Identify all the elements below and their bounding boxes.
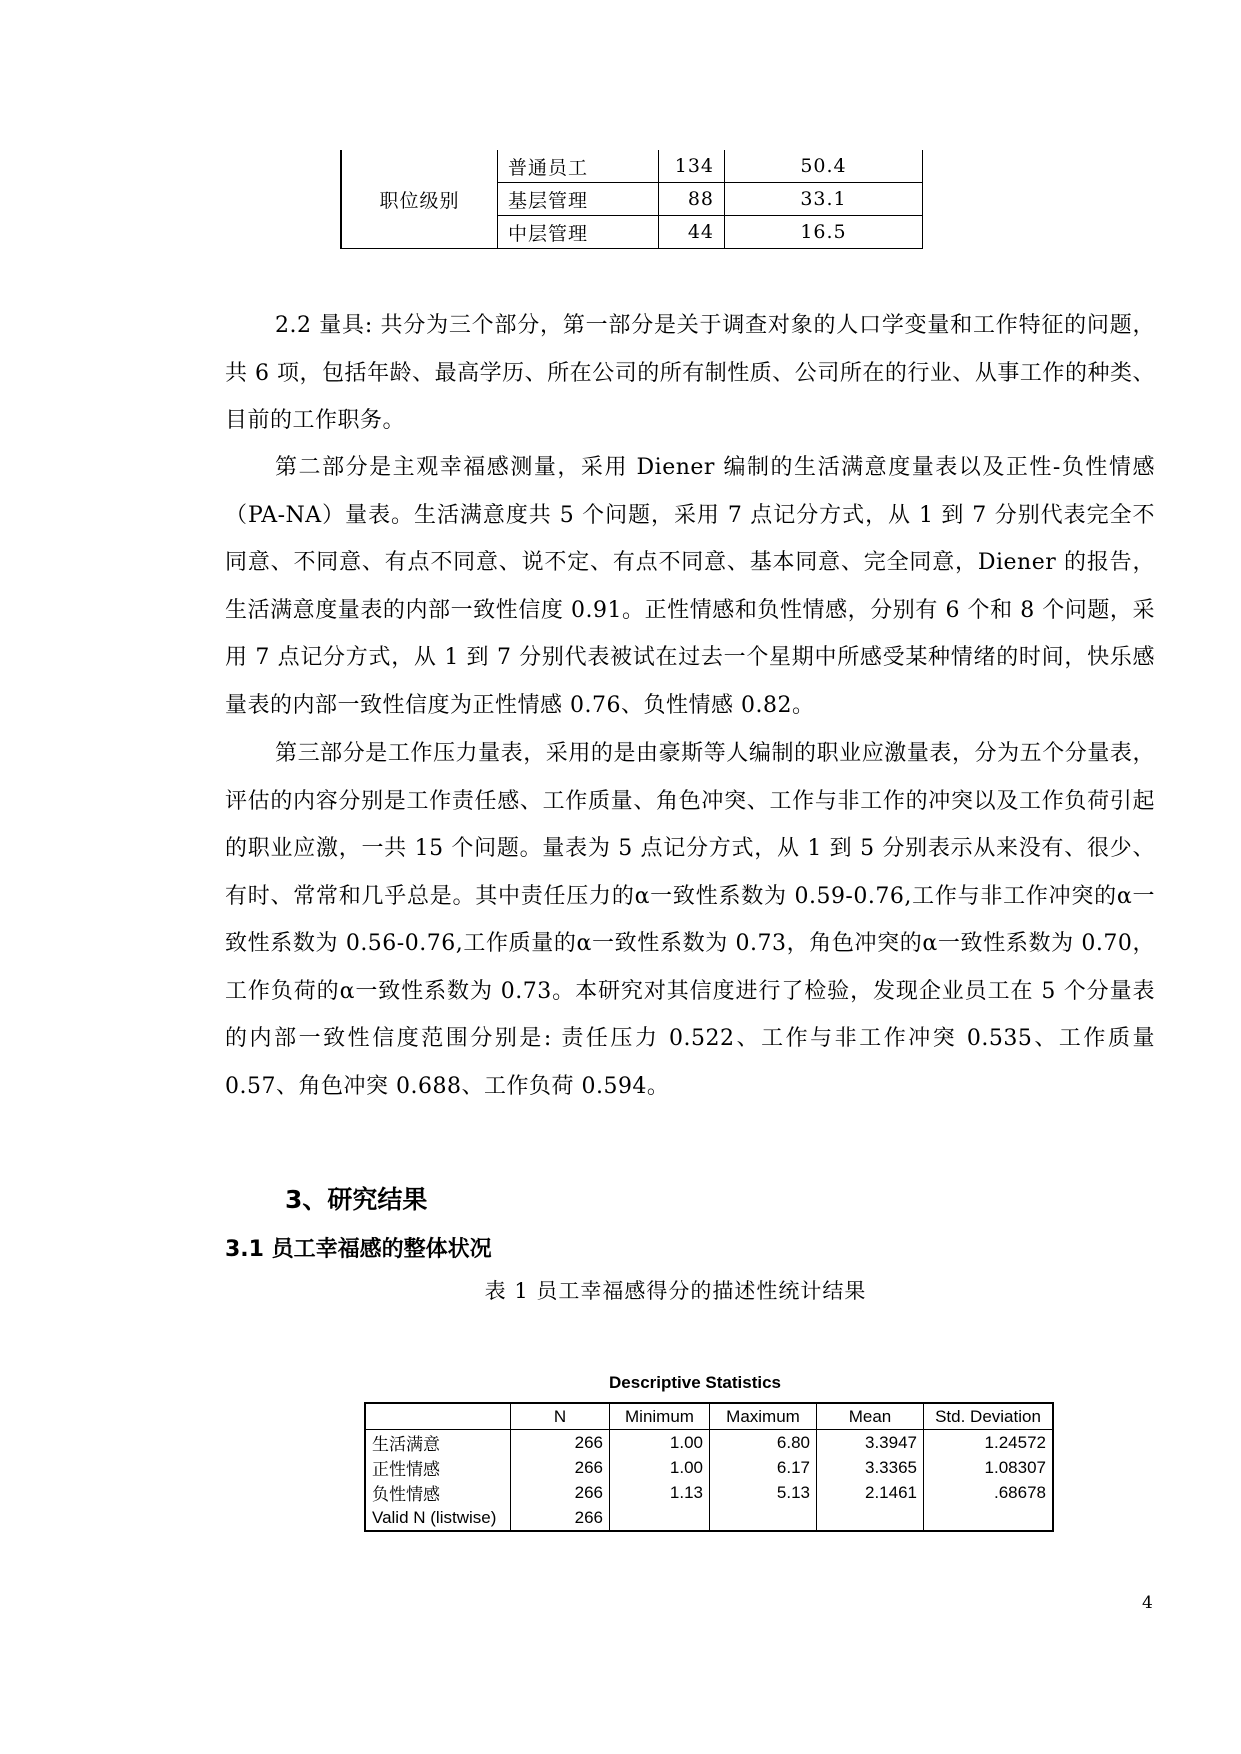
position-level-count: 134 [659, 150, 725, 183]
paragraph-stress-scale: 第三部分是工作压力量表，采用的是由豪斯等人编制的职业应激量表，分为五个分量表，评估的内容分别是工作责任感、工作质量、角色冲突、工作与非工作的冲突以及工作负荷引起的职业应激，一共 15 个问题。量表为 5 点记分方式，从 1 到 5 分别表示从来没有、很少、有时、常常和几乎总是。其中责任压力的α一致性系数为 0.59-0.76,工作与非工作冲突的α一致性系数为 0.56-0.76,工作质量的α一致性系数为 0.73，角色冲突的α一致性系数为 0.70，工作负荷的α一致性系数为 0.73。本研究对其信度进行了检验，发现企业员工在 5 个分量表的内部一致性信度范围分别是: 责任压力 0.522、工作与非工作冲突 0.535、工作质量 0.57、角色冲突 0.688、工作负荷 0.594。 [225, 741, 1155, 1099]
column-header: Minimum [610, 1403, 710, 1430]
cell-maximum [710, 1505, 817, 1531]
row-label: Valid N (listwise) [365, 1505, 511, 1531]
position-level-percent: 16.5 [725, 216, 923, 249]
cell-minimum: 1.00 [610, 1430, 710, 1456]
row-label: 负性情感 [365, 1480, 511, 1505]
column-header: Std. Deviation [924, 1403, 1054, 1430]
cell-n: 266 [511, 1480, 610, 1505]
column-header: Mean [817, 1403, 924, 1430]
descriptive-statistics-table [364, 1402, 1054, 1532]
position-level-count: 44 [659, 216, 725, 249]
position-level-label: 职位级别 [341, 150, 498, 249]
column-header: N [511, 1403, 610, 1430]
table-row [365, 1505, 1053, 1531]
stats-table-title: Descriptive Statistics [609, 1373, 781, 1392]
paragraph-instruments: 2.2 量具: 共分为三个部分，第一部分是关于调查对象的人口学变量和工作特征的问题，共 6 项，包括年龄、最高学历、所在公司的所有制性质、公司所在的行业、从事工作的种类、目前的工作职务。 [225, 313, 1155, 433]
cell-mean: 2.1461 [817, 1480, 924, 1505]
subsection-heading: 3.1 员工幸福感的整体状况 [225, 1237, 492, 1262]
section-heading: 3、研究结果 [285, 1185, 428, 1214]
cell-mean [817, 1505, 924, 1531]
cell-std-deviation: .68678 [924, 1480, 1054, 1505]
position-level-table [340, 150, 923, 249]
cell-n: 266 [511, 1430, 610, 1456]
cell-mean: 3.3947 [817, 1430, 924, 1456]
cell-maximum: 6.17 [710, 1455, 817, 1480]
row-label: 正性情感 [365, 1455, 511, 1480]
cell-std-deviation: 1.08307 [924, 1455, 1054, 1480]
position-level-percent: 50.4 [725, 150, 923, 183]
cell-maximum: 6.80 [710, 1430, 817, 1456]
cell-minimum [610, 1505, 710, 1531]
position-level-name: 基层管理 [498, 183, 659, 216]
table-row [365, 1455, 1053, 1480]
cell-mean: 3.3365 [817, 1455, 924, 1480]
position-level-name: 普通员工 [498, 150, 659, 183]
row-label: 生活满意 [365, 1430, 511, 1456]
cell-minimum: 1.13 [610, 1480, 710, 1505]
column-header [365, 1403, 511, 1430]
position-level-percent: 33.1 [725, 183, 923, 216]
cell-n: 266 [511, 1455, 610, 1480]
cell-minimum: 1.00 [610, 1455, 710, 1480]
cell-maximum: 5.13 [710, 1480, 817, 1505]
table-header-row [365, 1403, 1053, 1430]
paragraph-wellbeing-measure: 第二部分是主观幸福感测量，采用 Diener 编制的生活满意度量表以及正性-负性情感（PA-NA）量表。生活满意度共 5 个问题，采用 7 点记分方式，从 1 到 7 分别代表完全不同意、不同意、有点不同意、说不定、有点不同意、基本同意、完全同意，Diener 的报告，生活满意度量表的内部一致性信度 0.91。正性情感和负性情感，分别有 6 个和 8 个问题，采用 7 点记分方式，从 1 到 7 分别代表被试在过去一个星期中所感受某种情绪的时间，快乐感量表的内部一致性信度为正性情感 0.76、负性情感 0.82。 [225, 455, 1155, 718]
table-row [365, 1480, 1053, 1505]
column-header: Maximum [710, 1403, 817, 1430]
table-row [365, 1430, 1053, 1456]
page-number: 4 [1142, 1593, 1153, 1613]
position-level-name: 中层管理 [498, 216, 659, 249]
cell-n: 266 [511, 1505, 610, 1531]
cell-std-deviation: 1.24572 [924, 1430, 1054, 1456]
position-level-count: 88 [659, 183, 725, 216]
table-caption: 表 1 员工幸福感得分的描述性统计结果 [484, 1279, 867, 1303]
cell-std-deviation [924, 1505, 1054, 1531]
